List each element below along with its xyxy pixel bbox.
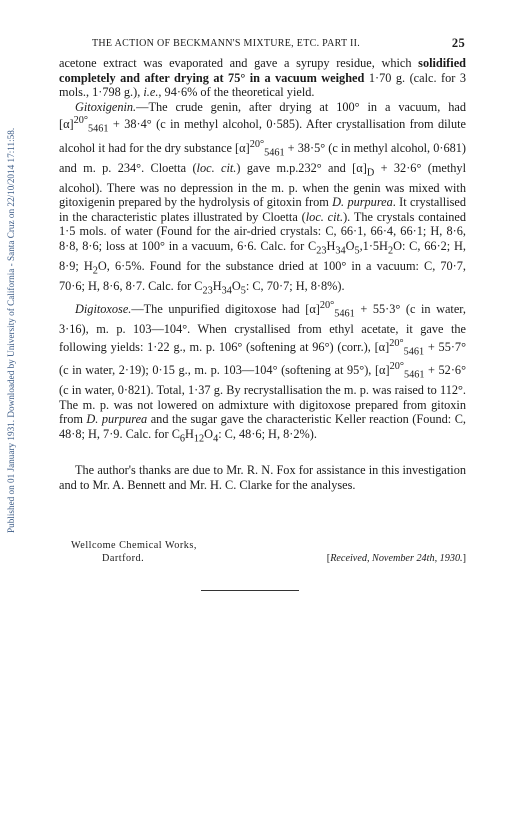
received-date: [Received, November 24th, 1930.]	[326, 553, 466, 564]
paragraph-gitoxigenin: Gitoxigenin.—The crude genin, after drying at 100° in a vacuum, had $[\alpha]^{20^\circ}_{5461} + 38\cdot 4^\circ$ (c in methyl alcohol, 0·585). After crystallisation from dilute alcohol it had for the dry substance $[\alpha]^{20^\circ}_{5461} + 38\cdot 5^\circ$ (c in methyl alcohol, 0·681) and m. p. 234°. Cloetta (loc. cit.) gave m.p.232° and $[\alpha]_D + 32\cdot 6^\circ$ (methyl alcohol). There was no depression in the m. p. when the genin was mixed with gitoxigenin prepared by the hydrolysis of gitoxin from D. purpurea. It crystallised in the characteristic plates illustrated by Cloetta (loc. cit.). The crystals contained 1·5 mols. of water (Found for the air-dried crystals: C, 66·1, 66·4, 66·1; H, 8·6, 8·8, 8·6; loss at 100° in a vacuum, 6·6. Calc. for $C_{23}H_{34}O_5,1\cdot 5H_2O$: C, 66·2; H, 8·9; $H_2O$, 6·5%. Found for the substance dried at 100° in a vacuum: C, 70·7, 70·6; H, 8·6, 8·7. Calc. for $C_{23}H_{34}O_5$: C, 70·7; H, 8·8%).	[59, 99, 466, 297]
article-body	[59, 56, 466, 492]
running-header	[70, 36, 465, 52]
end-rule	[201, 590, 299, 591]
bold-statement: solidified completely and after drying at 75° in a vacuum weighed	[59, 56, 466, 85]
download-watermark	[6, 60, 18, 600]
paragraph-digitoxose: Digitoxose.—The unpurified digitoxose had $[\alpha]^{20^\circ}_{5461} + 55\cdot 3^\circ$ (c in water, 3·16), m. p. 103—104°. When crystallised from ethyl acetate, it gave the following yields: 1·22 g., m. p. 106° (softening at 96°) (corr.), $[\alpha]^{20^\circ}_{5461} + 55\cdot 7^\circ$ (c in water, 2·19); 0·15 g., m. p. 103—104° (softening at 95°), $[\alpha]^{20^\circ}_{5461} + 52\cdot 6^\circ$ (c in water, 0·821). Total, 1·37 g. By recrystallisation the m. p. was raised to 112°. The m. p. was not lowered on admixture with digitoxose prepared from gitoxin from D. purpurea and the sugar gave the characteristic Keller reaction (Found: C, 48·8; H, 7·9. Calc. for $C_6H_{12}O_4$: C, 48·6; H, 8·2%).	[59, 300, 466, 445]
paragraph-acetone-extract: acetone extract was evaporated and gave a syrupy residue, which solidified completely and after drying at 75° in a vacuum weighed 1·70 g. (calc. for 3 mols., 1·798 g.), i.e., 94·6% of the theoretical yield.	[59, 56, 466, 100]
acknowledgements: The author's thanks are due to Mr. R. N. Fox for assistance in this investigation and to Mr. A. Bennett and Mr. H. C. Clarke for the analyses.	[59, 463, 466, 492]
running-title: THE ACTION OF BECKMANN'S MIXTURE, ETC. PART II.	[92, 38, 361, 49]
section-name-gitoxigenin: Gitoxigenin.	[75, 99, 137, 114]
section-name-digitoxose: Digitoxose.	[75, 302, 132, 317]
institution-town: Dartford.	[102, 553, 145, 564]
page-number: 25	[451, 36, 465, 50]
download-watermark-text: Published on 01 January 1931. Downloaded by University of California - Santa Cruz on 22/10/2014 17:11:58.	[6, 127, 16, 533]
institution-name: Wellcome Chemical Works,	[71, 540, 197, 551]
signature-block	[59, 539, 466, 573]
